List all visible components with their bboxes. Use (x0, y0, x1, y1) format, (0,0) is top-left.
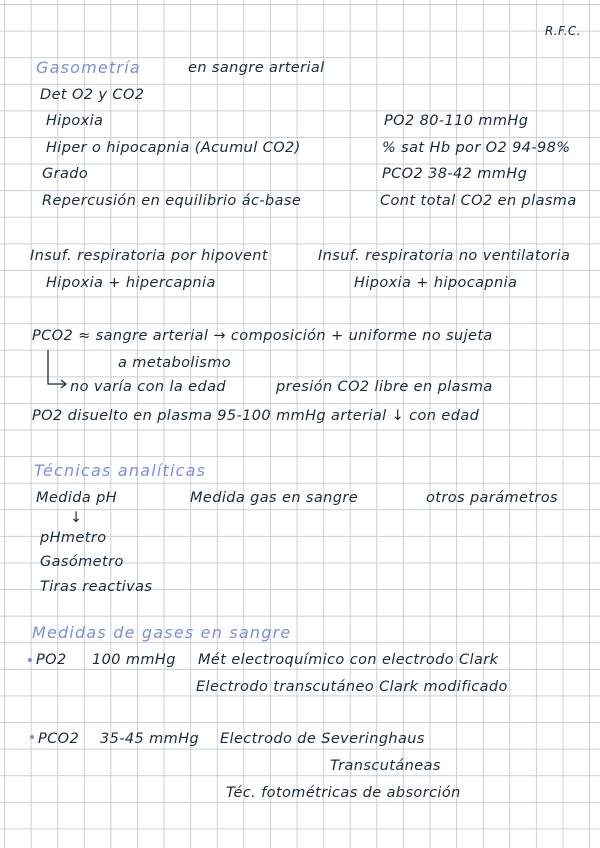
note-line: PCO2 (38, 731, 80, 747)
note-line: Hiper o hipocapnia (Acumul CO2) (46, 140, 301, 156)
note-line: Hipoxia + hipocapnia (354, 275, 518, 291)
note-line: Det O2 y CO2 (40, 87, 145, 103)
note-line: otros parámetros (426, 490, 559, 506)
note-line: Electrodo de Severinghaus (220, 731, 425, 747)
author-initials: R.F.C. (545, 24, 581, 38)
note-line: PO2 80-110 mmHg (384, 113, 529, 129)
note-line: Hipoxia + hipercapnia (46, 275, 216, 291)
section-title-tecnicas: Técnicas analíticas (34, 461, 207, 480)
note-line: Gasómetro (40, 554, 124, 570)
section-title-rest: en sangre arterial (188, 60, 325, 76)
note-line: Hipoxia (46, 113, 104, 129)
note-line: pHmetro (40, 530, 107, 546)
note-line: PO2 disuelto en plasma 95-100 mmHg arterial ↓ con edad (32, 408, 480, 424)
note-line: Repercusión en equilibrio ác-base (42, 193, 302, 209)
note-line: 100 mmHg (92, 652, 176, 668)
note-line: presión CO2 libre en plasma (276, 379, 493, 395)
note-line: % sat Hb por O2 94-98% (382, 140, 571, 156)
note-line: 35-45 mmHg (100, 731, 200, 747)
note-line: Mét electroquímico con electrodo Clark (198, 652, 499, 668)
note-line: Grado (42, 166, 89, 182)
note-line: Cont total CO2 en plasma (380, 193, 577, 209)
section-title-gasometria: Gasometría (36, 58, 141, 77)
note-line: Electrodo transcutáneo Clark modificado (196, 679, 508, 695)
note-line: Transcutáneas (330, 758, 441, 774)
note-line: Medida pH (36, 490, 118, 506)
section-title-medidas: Medidas de gases en sangre (32, 623, 292, 642)
note-line: Téc. fotométricas de absorción (226, 785, 461, 801)
note-line: PO2 (36, 652, 67, 668)
note-line: PCO2 38-42 mmHg (382, 166, 528, 182)
note-line: PCO2 ≈ sangre arterial → composición + uniforme no sujeta (32, 328, 493, 344)
note-line: Medida gas en sangre (190, 490, 359, 506)
note-line: no varía con la edad (70, 379, 227, 395)
down-arrow-icon: ↓ (70, 510, 83, 526)
note-line: Insuf. respiratoria por hipovent (30, 248, 268, 264)
note-line: Insuf. respiratoria no ventilatoria (318, 248, 571, 264)
note-line: Tiras reactivas (40, 579, 153, 595)
note-line: a metabolismo (118, 355, 231, 371)
